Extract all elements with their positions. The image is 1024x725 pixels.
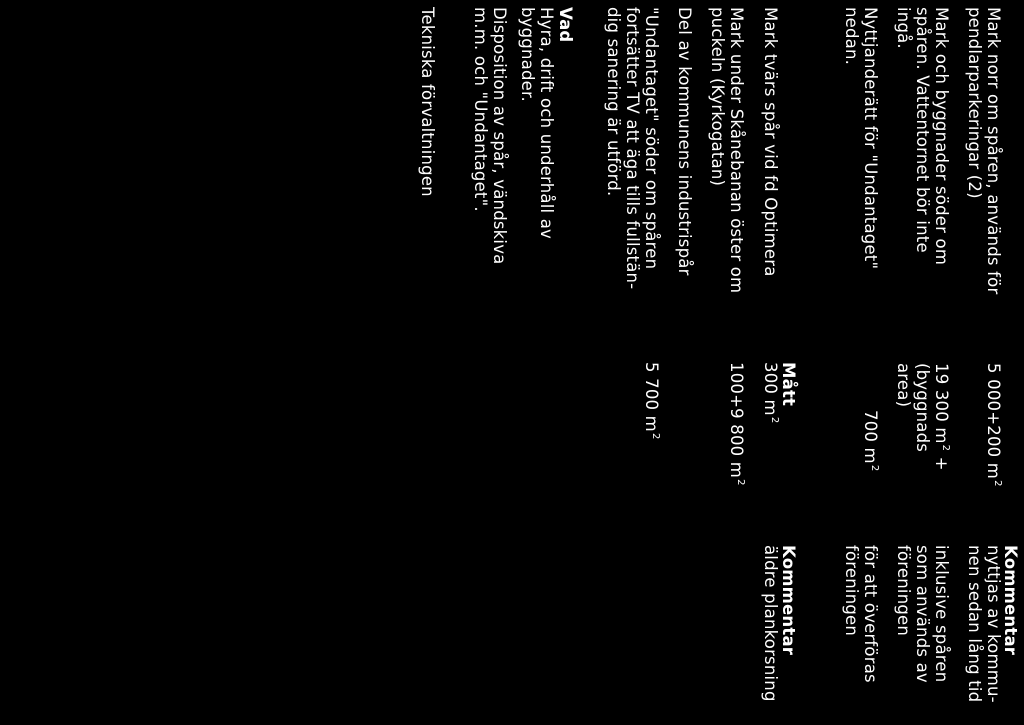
bottom-table-measure-header: Mått xyxy=(779,362,798,407)
row-2-measure-line-1: 19 300 $m^2$ + xyxy=(932,363,951,471)
row-1-comment-line-1: nyttjas av kommu- xyxy=(984,545,1003,703)
row-3-description-line-2: nedan. xyxy=(842,7,861,66)
bottom-row-4-description-line-2: fortsätter TV att äga tills fullstän- xyxy=(623,7,642,290)
bottom-row-2-description-line-2: puckeln (Kyrkogatan) xyxy=(708,7,727,187)
bottom-row-3-description: Del av kommunens industrispår xyxy=(675,7,694,276)
row-3-description-line-1: Nyttjanderätt för "Undantaget" xyxy=(861,7,880,270)
vad-item-1-line-1: Hyra, drift och underhåll av xyxy=(537,7,556,239)
row-1-measure: 5 000+200 $m^2$ xyxy=(984,363,1003,487)
row-2-comment-line-1: inklusive spåren xyxy=(932,545,951,683)
row-2-description-line-2: spåren. Vattentornet bör inte xyxy=(913,7,932,253)
top-table-comment-header: Kommentar xyxy=(1001,545,1020,656)
bottom-row-1-measure: 300 $m^2$ xyxy=(761,362,780,424)
bottom-row-1-description: Mark tvärs spår vid fd Optimera xyxy=(761,7,780,277)
row-2-description-line-3: ingå. xyxy=(894,7,913,49)
row-2-comment-line-3: föreningen xyxy=(894,545,913,637)
bottom-row-1-comment: äldre plankorsning xyxy=(761,545,780,702)
vad-item-1-line-2: byggnader. xyxy=(518,7,537,102)
bottom-row-4-description-line-1: "Undantaget" söder om spåren xyxy=(642,7,661,270)
row-3-measure: 700 $m^2$ xyxy=(861,410,880,472)
row-1-comment-line-2: nen sedan lång tid xyxy=(965,545,984,703)
row-2-measure-line-3: area) xyxy=(894,363,913,408)
bottom-row-4-measure: 5 700 $m^2$ xyxy=(642,362,661,440)
footer-department: Tekniska förvaltningen xyxy=(418,7,437,197)
row-2-description-line-1: Mark och byggnader söder om xyxy=(932,7,951,266)
row-3-comment-line-1: för att överföras xyxy=(861,545,880,683)
bottom-row-4-description-line-3: dig sanering är utförd. xyxy=(604,7,623,197)
row-2-measure-line-2: (byggnads xyxy=(913,363,932,453)
row-1-description-line-1: Mark norr om spåren, används för xyxy=(984,7,1003,295)
row-3-comment-line-2: föreningen xyxy=(842,545,861,637)
bottom-table-comment-header: Kommentar xyxy=(779,545,798,656)
row-2-comment-line-2: som används av xyxy=(913,545,932,683)
row-1-description-line-2: pendlarparkeringar (2) xyxy=(965,7,984,199)
vad-item-2-line-1: Disposition av spår, vändskiva xyxy=(490,7,509,265)
bottom-row-2-description-line-1: Mark under Skånebanan öster om xyxy=(727,7,746,294)
vad-item-2-line-2: m.m. och "Undantaget". xyxy=(471,7,490,212)
vad-heading: Vad xyxy=(556,7,575,43)
bottom-row-2-measure: 100+9 800 $m^2$ xyxy=(727,362,746,486)
